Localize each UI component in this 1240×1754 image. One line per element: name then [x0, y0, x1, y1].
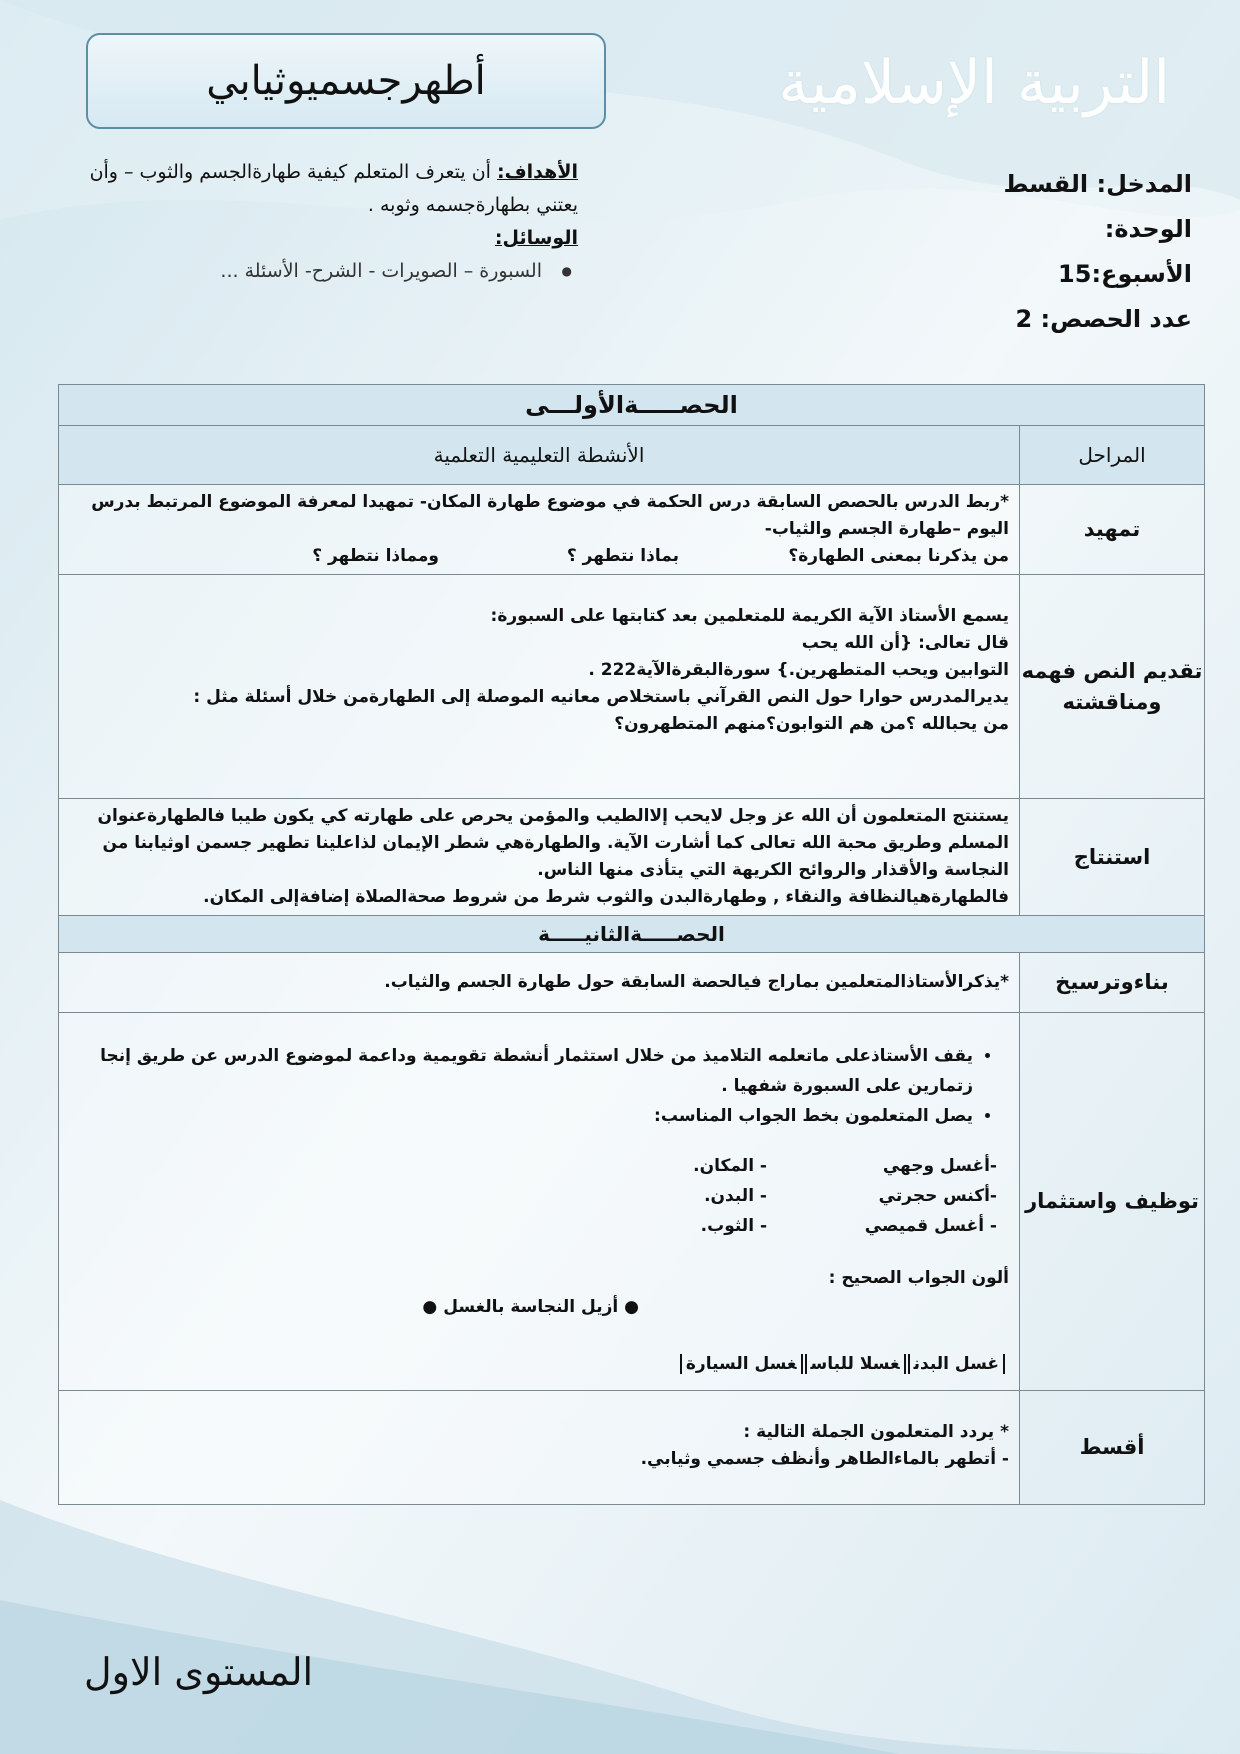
text-line5: من يحبالله ؟من هم التوابون؟منهم المتطهرون؟	[614, 714, 1009, 734]
level-label: المستوى الاول	[84, 1650, 314, 1694]
lesson-title-box	[86, 33, 606, 129]
meta-entry: المدخل: القسط	[1003, 170, 1192, 198]
objectives-text: أن يتعرف المتعلم كيفية طهارةالجسم والثوب – وأن يعتني بطهارةجسمه وثوبه .	[89, 161, 578, 216]
activity-conclusion	[59, 799, 1020, 916]
meta-sessions: عدد الحصص: 2	[1015, 305, 1192, 333]
match-right-item: - البدن.	[704, 1186, 767, 1206]
stage-text: تقديم النص فهمه ومناقشته	[1020, 575, 1205, 799]
qist-line1: * يردد المتعلمون الجملة التالية :	[743, 1422, 1009, 1442]
means-label: الوسائل:	[494, 227, 578, 249]
activity-build	[59, 953, 1020, 1013]
matching-exercise	[69, 1151, 1009, 1241]
conclusion-line1: يستنتج المتعلمون أن الله عز وجل لايحب إلاالطيب والمؤمن يحرص على طهارته كي يكون طيبا فالطهارةعنوان المسلم وطريق محبة الله تعالى كما أشارت الآية. والطهارةهي شطر الإيمان لذاعلينا تطهير جسمن اوثيابنا من النجاسة والأقذار والروائح الكريهة التي يتأذى منها الناس.	[97, 806, 1009, 880]
match-left-item: - أغسل قميصي	[864, 1216, 997, 1236]
apply-bullet2: • يصل المتعلمون بخط الجواب المناسب:	[69, 1101, 973, 1131]
intro-q3: ومماذا نتطهر ؟	[312, 546, 439, 566]
matching-right	[627, 1151, 767, 1241]
stage-apply: توظيف واستثمار	[1020, 1013, 1205, 1391]
col-stage-header: المراحل	[1020, 426, 1205, 485]
meta-week: الأسبوع:15	[1058, 260, 1192, 288]
color-label: ألون الجواب الصحيح :	[828, 1268, 1009, 1288]
intro-questions	[69, 543, 1009, 570]
choice-option: غسلا للباس	[805, 1354, 906, 1374]
objectives-label: الأهداف:	[497, 161, 578, 183]
lesson-meta	[1003, 162, 1192, 342]
text-line3: التوابين ويحب المتطهرين.} سورةالبقرةالآية222 .	[588, 660, 1009, 680]
activity-qist	[59, 1391, 1020, 1505]
meta-unit: الوحدة:	[1104, 215, 1192, 243]
means-item: ● السبورة – الصويرات - الشرح- الأسئلة ...	[66, 255, 578, 288]
choice-option: غسل البدن	[908, 1354, 1005, 1374]
lesson-title: أطهرجسميوثيابي	[206, 58, 486, 104]
matching-left	[797, 1151, 997, 1241]
stage-build: بناءوترسيخ	[1020, 953, 1205, 1013]
qist-line2: - أتطهر بالماءالطاهر وأنظف جسمي وثيابي.	[640, 1449, 1009, 1469]
build-line1: *يذكرالأستاذالمتعلمين بماراج فيالحصة السابقة حول طهارة الجسم والثياب.	[384, 972, 1009, 992]
objectives	[66, 156, 578, 222]
color-item: ● أزيل النجاسة بالغسل ●	[422, 1297, 639, 1317]
subject-title: التربية الإسلامية	[778, 48, 1170, 118]
activity-intro	[59, 485, 1020, 575]
activity-text	[59, 575, 1020, 799]
match-left-item: -أكنس حجرتي	[878, 1186, 997, 1206]
conclusion-line2: فالطهارةهيالنظافة والنقاء , وطهارةالبدن والثوب شرط من شروط صحةالصلاة إضافةإلى المكان.	[203, 887, 1009, 907]
match-left-item: -أغسل وجهي	[882, 1156, 997, 1176]
answer-choices	[69, 1351, 1009, 1378]
session1-title: الحصـــــةالأولـــى	[59, 385, 1205, 426]
apply-bullets	[69, 1041, 1009, 1131]
objectives-block	[66, 156, 578, 288]
text-line2: قال تعالى: {أن الله يحب	[801, 633, 1009, 653]
intro-q1: من يذكرنا بمعنى الطهارة؟	[788, 546, 1009, 566]
intro-q2: بماذا نتطهر ؟	[566, 546, 679, 566]
text-line1: يسمع الأستاذ الآية الكريمة للمتعلمين بعد كتابتها على السبورة:	[490, 606, 1009, 626]
text-line4: يديرالمدرس حوارا حول النص القرآني باستخلاص معانيه الموصلة إلى الطهارةمن خلال أسئلة مثل :	[193, 687, 1009, 707]
session2-title: الحصـــــةالثانيـــــة	[59, 916, 1205, 953]
activity-apply	[59, 1013, 1020, 1391]
stage-conclusion: استنتاج	[1020, 799, 1205, 916]
stage-intro: تمهيد	[1020, 485, 1205, 575]
match-right-item: - المكان.	[693, 1156, 767, 1176]
col-activities-header: الأنشطة التعليمية التعلمية	[59, 426, 1020, 485]
lesson-plan-table	[58, 384, 1205, 1505]
match-right-item: - الثوب.	[700, 1216, 767, 1236]
apply-bullet1: • يقف الأستاذعلى ماتعلمه التلاميذ من خلال استثمار أنشطة تقويمية وداعمة لموضوع الدرس عن طريق إنجا زتمارين على السبورة شفهيا .	[69, 1041, 973, 1101]
intro-line1: *ربط الدرس بالحصص السابقة درس الحكمة في موضوع طهارة المكان- تمهيدا لمعرفة الموضوع المرتبط بدرس اليوم –طهارة الجسم والثياب-	[91, 492, 1009, 539]
choice-option: غسل السيارة	[680, 1354, 803, 1374]
stage-qist: أقسط	[1020, 1391, 1205, 1505]
